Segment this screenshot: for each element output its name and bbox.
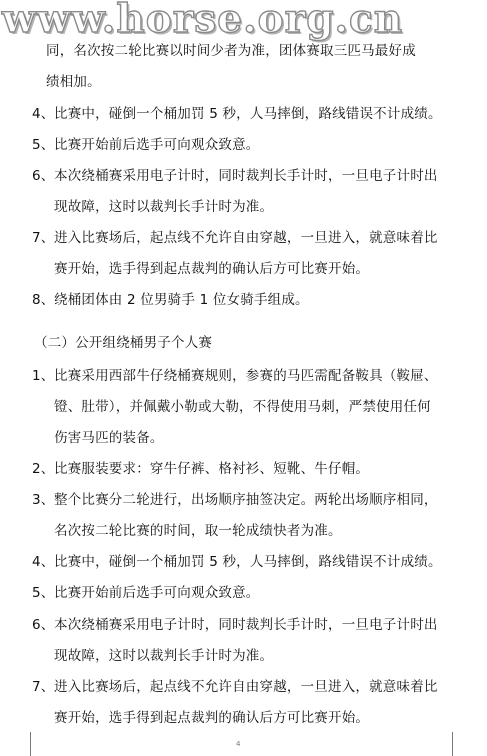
list-item [32, 459, 369, 479]
text-line [54, 708, 369, 728]
line-text: 绩相加。 [46, 74, 101, 90]
list-item [32, 677, 438, 697]
item-number: 7、 [32, 230, 55, 246]
line-text: 伤害马匹的装备。 [54, 430, 164, 446]
line-text: 现故障，这时以裁判长手计时为准。 [54, 648, 274, 664]
text-line [46, 72, 101, 92]
list-item [32, 490, 438, 510]
list-item [32, 228, 438, 248]
crop-mark-right [452, 732, 453, 756]
list-item [32, 166, 438, 186]
line-text: 进入比赛场后，起点线不允许自由穿越，一旦进入，就意味着比 [54, 230, 438, 246]
line-text: 比赛开始前后选手可向观众致意。 [54, 585, 260, 601]
watermark: www.horse.org.cn [2, 0, 404, 42]
line-text: 赛开始，选手得到起点裁判的确认后方可比赛开始。 [54, 261, 370, 277]
item-number: 5、 [32, 585, 55, 601]
line-text: 名次按二轮比赛的时间，取一轮成绩快者为准。 [54, 523, 342, 539]
list-item [32, 615, 438, 635]
line-text: 本次绕桶赛采用电子计时，同时裁判长手计时，一旦电子计时出 [54, 617, 438, 633]
item-number: 4、 [32, 554, 55, 570]
list-item [32, 290, 309, 310]
item-number: 5、 [32, 137, 55, 153]
crop-mark-left [30, 732, 31, 756]
text-line [46, 41, 416, 61]
line-text: 比赛采用西部牛仔绕桶赛规则，参赛的马匹需配备鞍具（鞍屉、 [54, 368, 438, 384]
line-text: 比赛中，碰倒一个桶加罚 5 秒，人马摔倒，路线错误不计成绩。 [54, 554, 442, 570]
line-text: 镫、肚带），并佩戴小勒或大勒，不得使用马刺，严禁使用任何 [54, 399, 431, 415]
heading-text: （二）公开组绕桶男子个人赛 [34, 335, 213, 351]
text-line [54, 197, 273, 217]
list-item [32, 583, 260, 603]
item-number: 6、 [32, 168, 55, 184]
line-text: 同，名次按二轮比赛以时间少者为准，团体赛取三匹马最好成 [46, 43, 416, 59]
text-line [54, 521, 342, 541]
line-text: 比赛服装要求：穿牛仔裤、格衬衫、短靴、牛仔帽。 [54, 461, 370, 477]
list-item [32, 366, 438, 386]
text-line [54, 646, 273, 666]
line-text: 赛开始，选手得到起点裁判的确认后方可比赛开始。 [54, 710, 370, 726]
text-line [54, 428, 164, 448]
line-text: 整个比赛分二轮进行，出场顺序抽签决定。两轮出场顺序相同， [54, 492, 438, 508]
text-line [54, 397, 431, 417]
item-number: 8、 [32, 292, 55, 308]
list-item [32, 135, 260, 155]
item-number: 7、 [32, 679, 55, 695]
page-number: 4 [236, 740, 241, 748]
line-text: 进入比赛场后，起点线不允许自由穿越，一旦进入，就意味着比 [54, 679, 438, 695]
item-number: 3、 [32, 492, 55, 508]
item-number: 6、 [32, 617, 55, 633]
list-item [32, 104, 442, 124]
text-line [54, 259, 369, 279]
line-text: 本次绕桶赛采用电子计时，同时裁判长手计时，一旦电子计时出 [54, 168, 438, 184]
section-heading [34, 333, 212, 353]
line-text: 比赛中，碰倒一个桶加罚 5 秒，人马摔倒，路线错误不计成绩。 [54, 106, 442, 122]
line-text: 绕桶团体由 2 位男骑手 1 位女骑手组成。 [54, 292, 309, 308]
line-text: 比赛开始前后选手可向观众致意。 [54, 137, 260, 153]
item-number: 4、 [32, 106, 55, 122]
item-number: 1、 [32, 368, 55, 384]
list-item [32, 552, 442, 572]
item-number: 2、 [32, 461, 55, 477]
line-text: 现故障，这时以裁判长手计时为准。 [54, 199, 274, 215]
